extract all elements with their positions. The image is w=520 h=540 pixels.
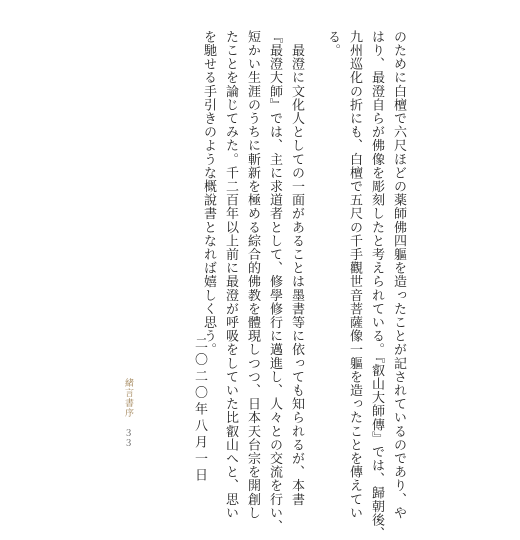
text-line: たことを論じてみた。千二百年以上前に最澄が呼吸をしていた比叡山へと、思い (223, 30, 238, 520)
text-line: 短かい生涯のうちに斬新を極める綜合的佛教を體現しつつ、日本天台宗を開創し (245, 30, 260, 520)
text-line: のために白檀で六尺ほどの薬師佛四軀を造ったことが記されているのであり、や (391, 30, 406, 520)
text-line: を馳せる手引きのような概說書となれば嬉しく思う。 (201, 30, 216, 357)
preface-date: 二〇二〇年八月一日 (192, 336, 207, 485)
text-line: はり、最澄自らが佛像を彫刻したと考えられている。『叡山大師傳』では、歸朝後、 (369, 30, 384, 540)
running-title: 緒言書序 (123, 378, 133, 418)
text-line: る。 (325, 30, 340, 58)
text-line: 『最澄大師』では、主に求道者として、修學修行に邁進し、人々との交流を行い、 (267, 30, 282, 534)
text-line: 最澄に文化人としての一面があることは墨書等に依っても知られるが、本書 (289, 30, 304, 506)
page-number: ３３ (122, 428, 132, 448)
text-line: 九州巡化の折にも、白檀で五尺の千手觀世音菩薩像一軀を造ったことを傳えてい (347, 30, 362, 520)
